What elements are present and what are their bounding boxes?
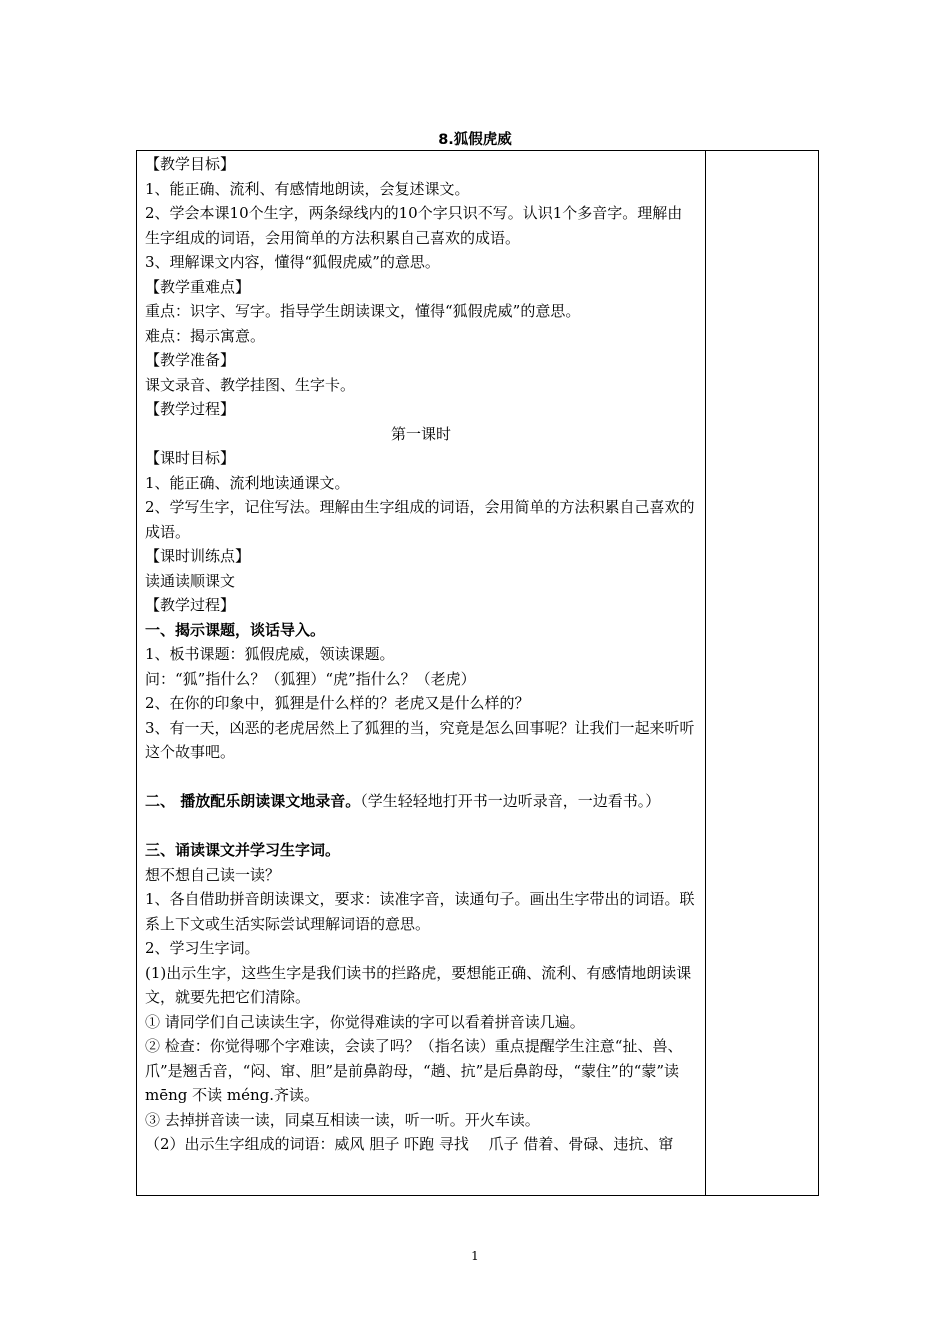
step-3-sub-1: (1)出示生字，这些生字是我们读书的拦路虎，要想能正确、流利、有感情地朗读课文，就要先把它们清除。 [145, 963, 692, 1006]
difficult-points: 难点：揭示寓意。 [145, 326, 266, 345]
period-objective-1: 1、能正确、流利地读通课文。 [145, 473, 350, 492]
step-3-sub-2: （2）出示生字组成的词语：威风 胆子 吓跑 寻找 爪子 借着、骨碌、违抗、窜 [145, 1135, 674, 1153]
step-2-heading: 二、 播放配乐朗读课文地录音。 [145, 792, 361, 810]
lesson-plan-table [136, 150, 819, 1196]
training-point: 读通读顺课文 [145, 571, 236, 590]
section-heading-process-2: 【教学过程】 [145, 596, 236, 614]
step-3-sub-1b: ② 检查：你觉得哪个字难读，会读了吗？（指名读）重点提醒学生注意“扯、兽、爪”是翘舌音，“闷、窜、胆”是前鼻韵母，“趟、抗”是后鼻韵母，“蒙住”的“蒙”读 mēng 不读 méng.齐读。 [145, 1037, 683, 1104]
section-heading-process: 【教学过程】 [145, 400, 236, 418]
step-3-heading: 三、诵读课文并学习生字词。 [145, 841, 341, 859]
step-1-question: 问：“狐”指什么？（狐狸）“虎”指什么？（老虎） [145, 669, 476, 688]
lesson-content-cell [137, 151, 706, 1196]
section-heading-key-points: 【教学重难点】 [145, 277, 251, 296]
step-3-item-1: 1、各自借助拼音朗读课文，要求：读准字音，读通句子。画出生字带出的词语。联系上下文或生活实际尝试理解词语的意思。 [145, 890, 695, 933]
lesson-period-heading: 第一课时 [390, 424, 451, 443]
preparation-items: 课文录音、教学挂图、生字卡。 [145, 375, 356, 394]
key-points: 重点：识字、写字。指导学生朗读课文，懂得“狐假虎威”的意思。 [145, 302, 581, 320]
step-1-heading: 一、揭示课题，谈话导入。 [145, 620, 326, 639]
section-heading-training-point: 【课时训练点】 [145, 547, 251, 565]
step-3-prompt: 想不想自己读一读？ [145, 865, 281, 884]
step-2-note: （学生轻轻地打开书一边听录音，一边看书。） [360, 792, 661, 810]
step-1-item-2: 2、在你的印象中，狐狸是什么样的？老虎又是什么样的？ [145, 694, 530, 712]
step-3-sub-1c: ③ 去掉拼音读一读，同桌互相读一读，听一听。开火车读。 [145, 1110, 540, 1129]
section-heading-objectives: 【教学目标】 [145, 155, 236, 173]
step-2-paragraph [145, 789, 697, 814]
notes-column-cell [706, 151, 819, 1196]
section-heading-period-objectives: 【课时目标】 [145, 449, 236, 467]
document-title: 8.狐假虎威 [438, 132, 512, 148]
section-heading-preparation: 【教学准备】 [145, 351, 236, 369]
objective-1: 1、能正确、流利、有感情地朗读，会复述课文。 [145, 179, 470, 198]
step-1-item-1: 1、板书课题：狐假虎威，领读课题。 [145, 645, 395, 663]
objective-3: 3、理解课文内容，懂得“狐假虎威”的意思。 [145, 253, 440, 271]
step-1-item-3: 3、有一天，凶恶的老虎居然上了狐狸的当，究竟是怎么回事呢？让我们一起来听听这个故事吧。 [145, 718, 695, 761]
step-3-sub-1a: ① 请同学们自己读读生字，你觉得难读的字可以看着拼音读几遍。 [145, 1012, 585, 1031]
objective-2: 2、学会本课10个生字，两条绿线内的10个字只识不写。认识1个多音字。理解由生字组成的词语，会用简单的方法积累自己喜欢的成语。 [145, 204, 683, 247]
blank-line [145, 765, 697, 790]
step-3-item-2: 2、学习生字词。 [145, 939, 260, 957]
page-number: 1 [471, 1249, 479, 1263]
blank-line [145, 814, 697, 839]
period-objective-2: 2、学写生字，记住写法。理解由生字组成的词语，会用简单的方法积累自己喜欢的成语。 [145, 498, 695, 541]
